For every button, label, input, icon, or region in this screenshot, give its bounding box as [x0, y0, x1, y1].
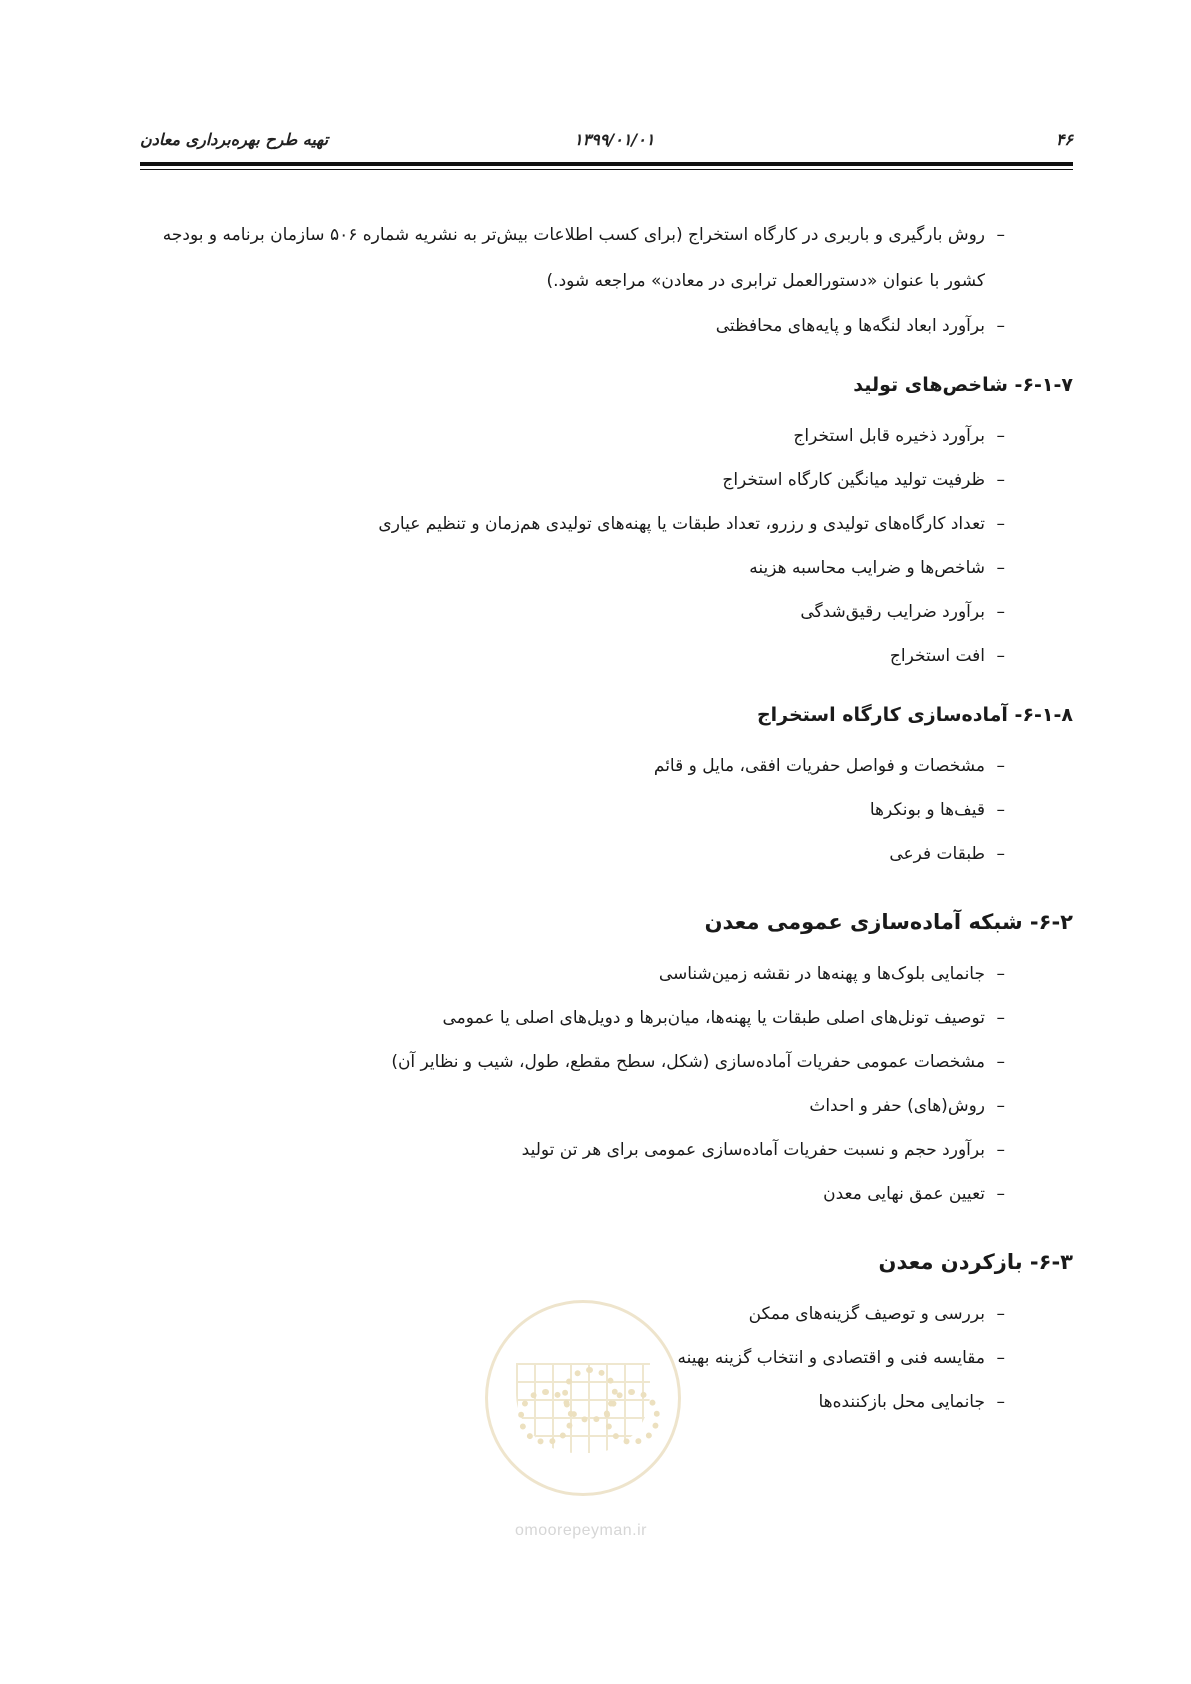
bullet-dash: –	[996, 1140, 1005, 1160]
page-number: ۴۶	[1055, 130, 1073, 149]
bullet-dash: –	[996, 470, 1005, 490]
list-item: – روش(های) حفر و احداث	[140, 1084, 1073, 1128]
list-item: – جانمایی محل بازکننده‌ها	[140, 1380, 1073, 1424]
section-heading-6-3: ۶-۳- بازکردن معدن	[878, 1250, 1073, 1274]
intro-list	[140, 212, 1073, 348]
bullet-dash: –	[996, 756, 1005, 776]
header-rule-thick	[140, 162, 1073, 166]
list-item: – روش بارگیری و باربری در کارگاه استخراج (برای کسب اطلاعات بیش‌تر به نشریه شماره ۵۰۶ سازمان برنامه و بودجه کشور با عنوان «دستورالعمل ترابری در معادن» مراجعه شود.)	[140, 212, 1073, 304]
bullet-dash: –	[996, 602, 1005, 622]
bullet-dash: –	[996, 1348, 1005, 1368]
list-item: – برآورد ذخیره قابل استخراج	[140, 414, 1073, 458]
bullet-dash: –	[996, 844, 1005, 864]
bullet-dash: –	[996, 646, 1005, 666]
header-date: ۱۳۹۹/۰۱/۰۱	[574, 130, 655, 149]
section-heading-6-1-7: ۶-۱-۷- شاخص‌های تولید	[853, 374, 1073, 396]
bullet-dash: –	[996, 1184, 1005, 1204]
header-rule-thin	[140, 169, 1073, 170]
list-item: – برآورد ابعاد لنگه‌ها و پایه‌های محافظتی	[140, 304, 1073, 348]
list-item: – تعیین عمق نهایی معدن	[140, 1172, 1073, 1216]
bullet-dash: –	[996, 1392, 1005, 1412]
list-item: – افت استخراج	[140, 634, 1073, 678]
list-item: – مشخصات و فواصل حفریات افقی، مایل و قائم	[140, 744, 1073, 788]
list-item: – مقایسه فنی و اقتصادی و انتخاب گزینه بهینه	[140, 1336, 1073, 1380]
section-6-1-8-list	[140, 744, 1073, 876]
list-item: – شاخص‌ها و ضرایب محاسبه هزینه	[140, 546, 1073, 590]
document-body	[140, 212, 1073, 1424]
gear-icon	[604, 1389, 660, 1445]
bullet-dash: –	[996, 1052, 1005, 1072]
list-item: – مشخصات عمومی حفریات آماده‌سازی (شکل، سطح مقطع، طول، شیب و نظایر آن)	[140, 1040, 1073, 1084]
section-6-2-list	[140, 952, 1073, 1216]
list-item: – جانمایی بلوک‌ها و پهنه‌ها در نقشه زمین‌شناسی	[140, 952, 1073, 996]
bullet-dash: –	[996, 800, 1005, 820]
list-item: – طبقات فرعی	[140, 832, 1073, 876]
bullet-dash: –	[996, 225, 1005, 245]
list-item: – تعداد کارگاه‌های تولیدی و رزرو، تعداد طبقات یا پهنه‌های تولیدی هم‌زمان و تنظیم عیاری	[140, 502, 1073, 546]
bullet-dash: –	[996, 558, 1005, 578]
bullet-dash: –	[996, 964, 1005, 984]
list-item: – توصیف تونل‌های اصلی طبقات یا پهنه‌ها، میان‌برها و دویل‌های اصلی یا عمومی	[140, 996, 1073, 1040]
bullet-dash: –	[996, 316, 1005, 336]
watermark-seal	[485, 1300, 681, 1496]
bullet-dash: –	[996, 1304, 1005, 1324]
section-heading-6-2: ۶-۲- شبکه آماده‌سازی عمومی معدن	[704, 910, 1073, 934]
bullet-dash: –	[996, 426, 1005, 446]
list-item: – برآورد ضرایب رقیق‌شدگی	[140, 590, 1073, 634]
list-item: – بررسی و توصیف گزینه‌های ممکن	[140, 1292, 1073, 1336]
bullet-dash: –	[996, 1008, 1005, 1028]
list-item: – برآورد حجم و نسبت حفریات آماده‌سازی عمومی برای هر تن تولید	[140, 1128, 1073, 1172]
section-6-1-7-list	[140, 414, 1073, 678]
list-item: – ظرفیت تولید میانگین کارگاه استخراج	[140, 458, 1073, 502]
bullet-dash: –	[996, 1096, 1005, 1116]
section-heading-6-1-8: ۶-۱-۸- آماده‌سازی کارگاه استخراج	[756, 704, 1073, 726]
watermark-site: omoorepeyman.ir	[515, 1522, 647, 1539]
list-item: – قیف‌ها و بونکرها	[140, 788, 1073, 832]
header-title: تهیه طرح بهره‌برداری معادن	[140, 130, 329, 149]
bullet-dash: –	[996, 514, 1005, 534]
